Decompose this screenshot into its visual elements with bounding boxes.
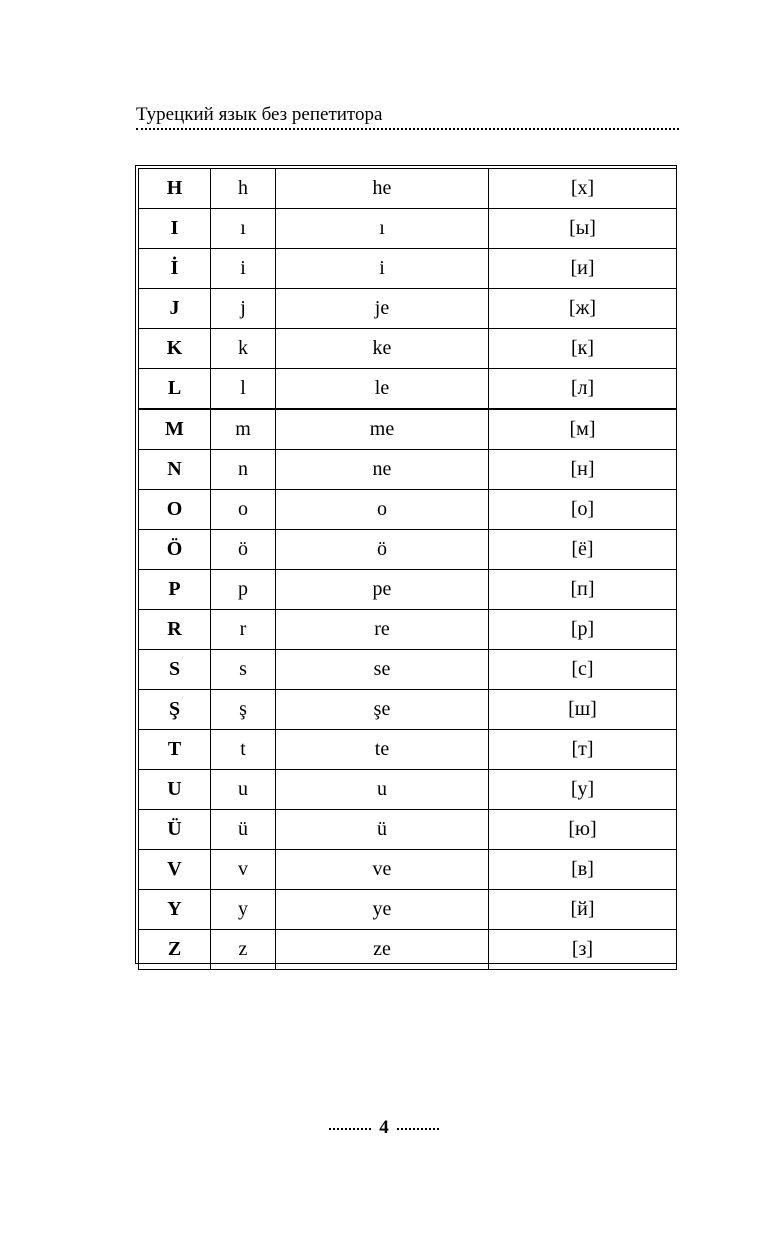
uppercase-letter-cell: N bbox=[139, 450, 211, 490]
lowercase-letter-cell: ş bbox=[211, 690, 276, 730]
lowercase-letter-cell: r bbox=[211, 610, 276, 650]
uppercase-letter-cell: U bbox=[139, 770, 211, 810]
footer-dots-left bbox=[329, 1128, 371, 1130]
table-row bbox=[139, 890, 677, 930]
uppercase-letter-cell: Y bbox=[139, 890, 211, 930]
uppercase-letter-cell: I bbox=[139, 209, 211, 249]
pronunciation-cell: [п] bbox=[489, 570, 677, 610]
uppercase-letter-cell: P bbox=[139, 570, 211, 610]
table-row bbox=[139, 610, 677, 650]
pronunciation-cell: [ы] bbox=[489, 209, 677, 249]
table-row bbox=[139, 490, 677, 530]
pronunciation-cell: [й] bbox=[489, 890, 677, 930]
letter-name-cell: pe bbox=[276, 570, 489, 610]
pronunciation-cell: [ё] bbox=[489, 530, 677, 570]
letter-name-cell: le bbox=[276, 369, 489, 410]
lowercase-letter-cell: j bbox=[211, 289, 276, 329]
uppercase-letter-cell: R bbox=[139, 610, 211, 650]
page-footer bbox=[0, 1116, 768, 1140]
pronunciation-cell: [р] bbox=[489, 610, 677, 650]
pronunciation-cell: [м] bbox=[489, 409, 677, 450]
table-row bbox=[139, 850, 677, 890]
lowercase-letter-cell: ü bbox=[211, 810, 276, 850]
table-row bbox=[139, 169, 677, 209]
pronunciation-cell: [ш] bbox=[489, 690, 677, 730]
uppercase-letter-cell: Z bbox=[139, 930, 211, 970]
letter-name-cell: ze bbox=[276, 930, 489, 970]
table-row bbox=[139, 810, 677, 850]
uppercase-letter-cell: V bbox=[139, 850, 211, 890]
letter-name-cell: ü bbox=[276, 810, 489, 850]
lowercase-letter-cell: t bbox=[211, 730, 276, 770]
page-number: 4 bbox=[379, 1117, 389, 1138]
letter-name-cell: te bbox=[276, 730, 489, 770]
pronunciation-cell: [т] bbox=[489, 730, 677, 770]
lowercase-letter-cell: k bbox=[211, 329, 276, 369]
pronunciation-cell: [ю] bbox=[489, 810, 677, 850]
pronunciation-cell: [и] bbox=[489, 249, 677, 289]
table-row bbox=[139, 530, 677, 570]
lowercase-letter-cell: p bbox=[211, 570, 276, 610]
uppercase-letter-cell: O bbox=[139, 490, 211, 530]
lowercase-letter-cell: z bbox=[211, 930, 276, 970]
uppercase-letter-cell: H bbox=[139, 169, 211, 209]
lowercase-letter-cell: ı bbox=[211, 209, 276, 249]
lowercase-letter-cell: y bbox=[211, 890, 276, 930]
letter-name-cell: ke bbox=[276, 329, 489, 369]
letter-name-cell: i bbox=[276, 249, 489, 289]
uppercase-letter-cell: Ü bbox=[139, 810, 211, 850]
running-header: Турецкий язык без репетитора bbox=[136, 104, 383, 125]
letter-name-cell: u bbox=[276, 770, 489, 810]
alphabet-table-frame bbox=[135, 165, 677, 964]
lowercase-letter-cell: s bbox=[211, 650, 276, 690]
letter-name-cell: he bbox=[276, 169, 489, 209]
lowercase-letter-cell: v bbox=[211, 850, 276, 890]
table-row bbox=[139, 770, 677, 810]
table-row bbox=[139, 730, 677, 770]
pronunciation-cell: [о] bbox=[489, 490, 677, 530]
lowercase-letter-cell: h bbox=[211, 169, 276, 209]
table-row bbox=[139, 249, 677, 289]
uppercase-letter-cell: S bbox=[139, 650, 211, 690]
footer-dots-right bbox=[397, 1128, 439, 1130]
pronunciation-cell: [н] bbox=[489, 450, 677, 490]
pronunciation-cell: [к] bbox=[489, 329, 677, 369]
letter-name-cell: me bbox=[276, 409, 489, 450]
table-row bbox=[139, 650, 677, 690]
lowercase-letter-cell: o bbox=[211, 490, 276, 530]
header-dotted-rule bbox=[136, 128, 679, 130]
uppercase-letter-cell: M bbox=[139, 409, 211, 450]
uppercase-letter-cell: J bbox=[139, 289, 211, 329]
table-row bbox=[139, 289, 677, 329]
letter-name-cell: şe bbox=[276, 690, 489, 730]
pronunciation-cell: [в] bbox=[489, 850, 677, 890]
lowercase-letter-cell: l bbox=[211, 369, 276, 410]
letter-name-cell: re bbox=[276, 610, 489, 650]
letter-name-cell: ve bbox=[276, 850, 489, 890]
uppercase-letter-cell: L bbox=[139, 369, 211, 410]
lowercase-letter-cell: ö bbox=[211, 530, 276, 570]
pronunciation-cell: [л] bbox=[489, 369, 677, 410]
letter-name-cell: ı bbox=[276, 209, 489, 249]
table-row bbox=[139, 329, 677, 369]
lowercase-letter-cell: m bbox=[211, 409, 276, 450]
uppercase-letter-cell: İ bbox=[139, 249, 211, 289]
table-row bbox=[139, 209, 677, 249]
letter-name-cell: se bbox=[276, 650, 489, 690]
pronunciation-cell: [з] bbox=[489, 930, 677, 970]
pronunciation-cell: [ж] bbox=[489, 289, 677, 329]
pronunciation-cell: [х] bbox=[489, 169, 677, 209]
pronunciation-cell: [у] bbox=[489, 770, 677, 810]
table-row bbox=[139, 409, 677, 450]
uppercase-letter-cell: T bbox=[139, 730, 211, 770]
uppercase-letter-cell: Ö bbox=[139, 530, 211, 570]
letter-name-cell: ö bbox=[276, 530, 489, 570]
lowercase-letter-cell: u bbox=[211, 770, 276, 810]
alphabet-table bbox=[138, 168, 677, 970]
table-row bbox=[139, 570, 677, 610]
letter-name-cell: ye bbox=[276, 890, 489, 930]
lowercase-letter-cell: i bbox=[211, 249, 276, 289]
letter-name-cell: je bbox=[276, 289, 489, 329]
table-row bbox=[139, 450, 677, 490]
table-row bbox=[139, 369, 677, 410]
uppercase-letter-cell: K bbox=[139, 329, 211, 369]
table-row bbox=[139, 930, 677, 970]
table-row bbox=[139, 690, 677, 730]
uppercase-letter-cell: Ş bbox=[139, 690, 211, 730]
lowercase-letter-cell: n bbox=[211, 450, 276, 490]
pronunciation-cell: [с] bbox=[489, 650, 677, 690]
letter-name-cell: o bbox=[276, 490, 489, 530]
letter-name-cell: ne bbox=[276, 450, 489, 490]
